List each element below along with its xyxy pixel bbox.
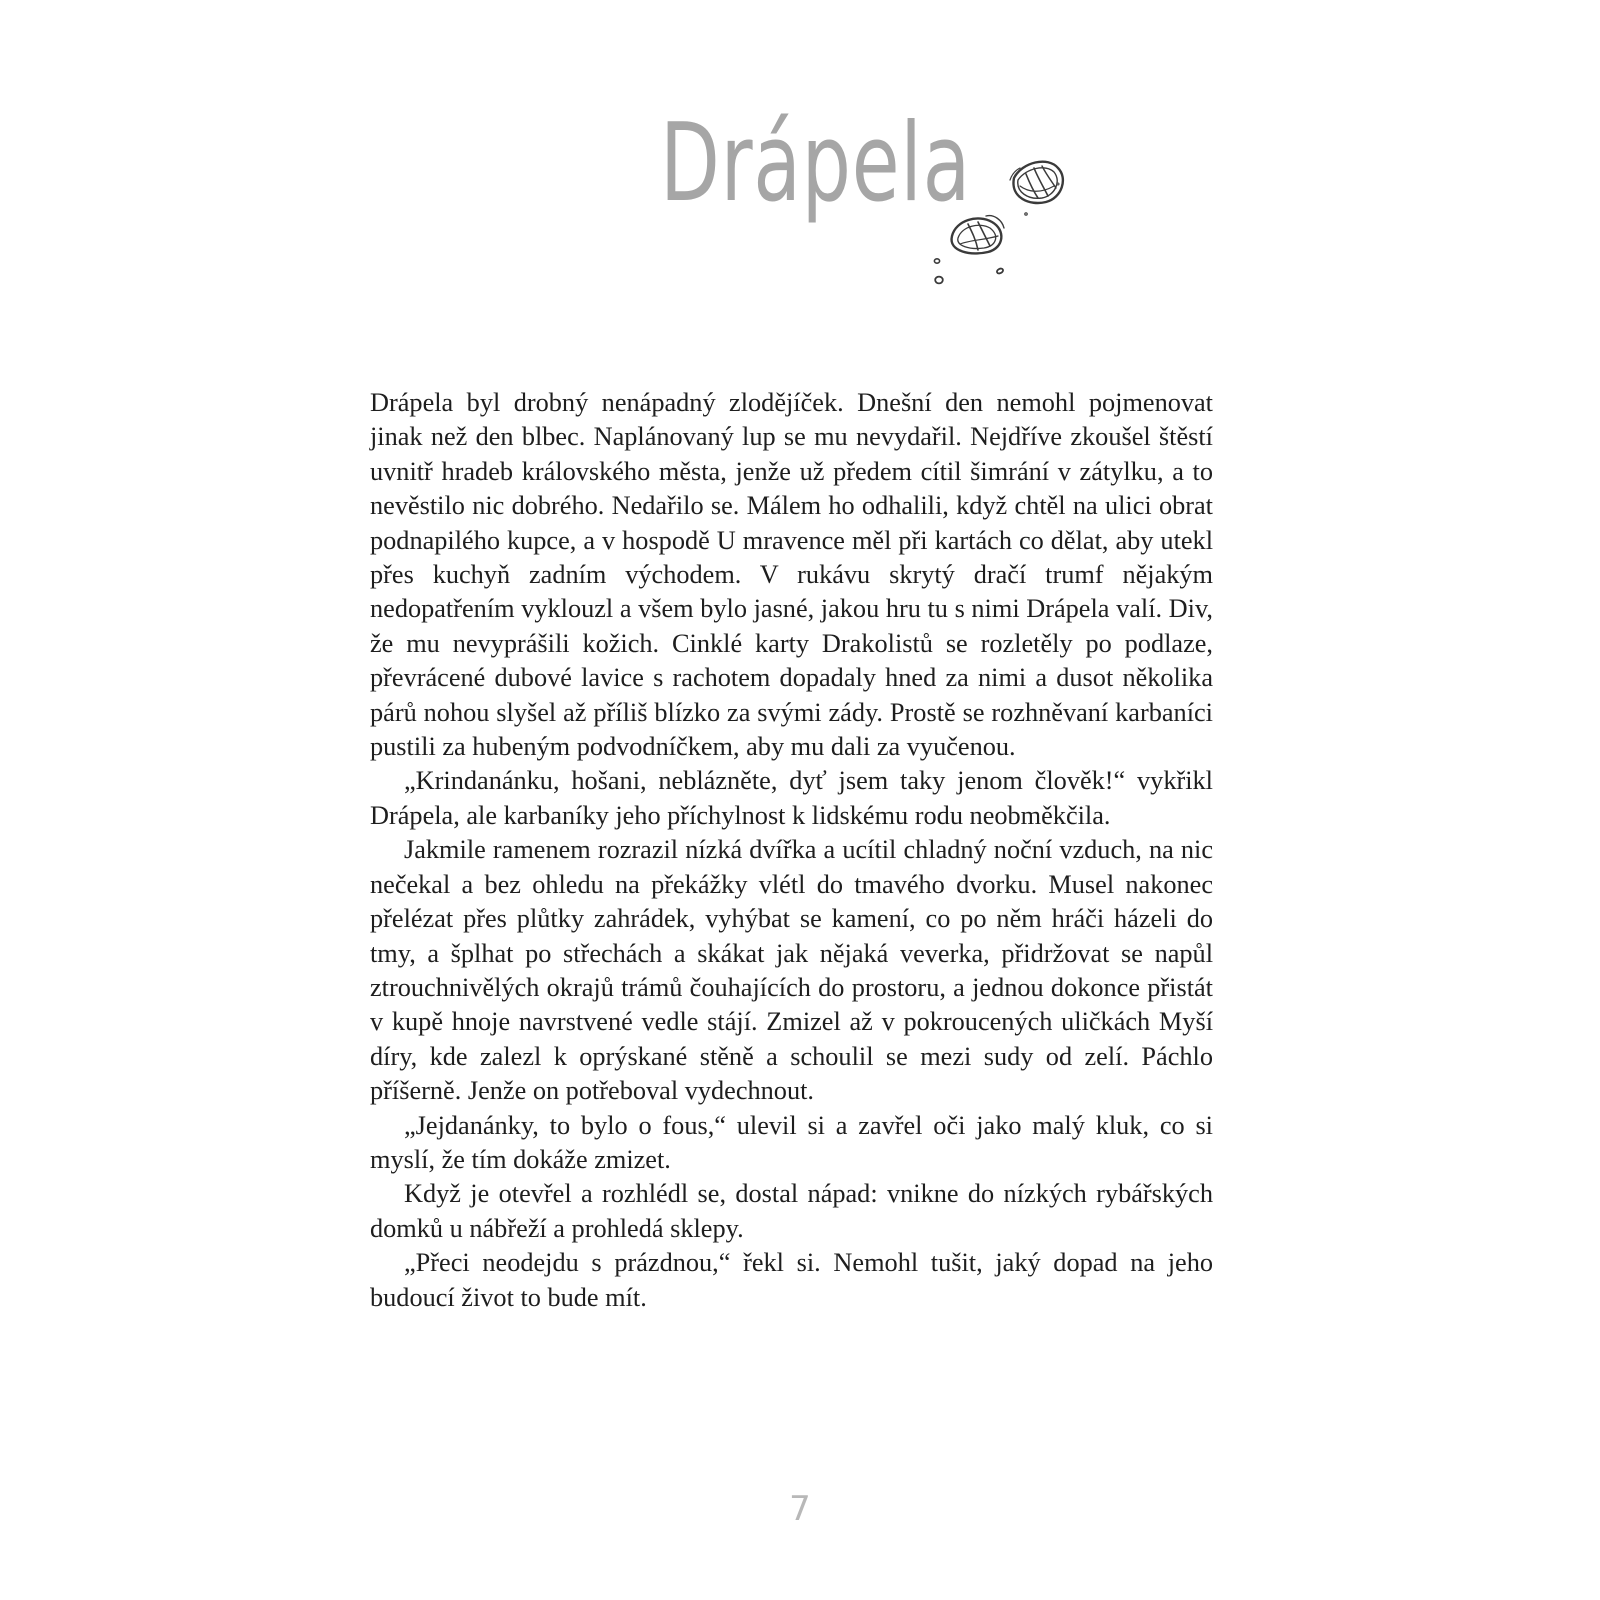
paragraph: „Jejdanánky, to bylo o fous,“ ulevil si a zavřel oči jako malý kluk, co si myslí, že tím dokáže zmizet. <box>370 1110 1213 1174</box>
paragraph: „Přeci neodejdu s prázdnou,“ řekl si. Nemohl tušit, jaký dopad na jeho budoucí život to bude mít. <box>370 1248 1213 1312</box>
chapter-body-text <box>370 386 1213 1315</box>
paragraph: Jakmile ramenem rozrazil nízká dvířka a ucítil chladný noční vzduch, na nic nečekal a bez ohledu na překážky vlétl do tmavého dvorku. Musel nakonec přelézat přes plůtky zahrádek, vyhýbat se kamení, co po něm hráči házeli do tmy, a šplhat po střechách a skákat jak nějaká veverka, přidržovat se napůl ztrouchnivělých okrajů trámů čouhajících do prostoru, a jednou dokonce přistát v kupě hnoje navrstvené vedle stájí. Zmizel až v pokroucených uličkách Myší díry, kde zalezl k oprýskané stěně a schoulil se mezi sudy od zelí. Páchlo příšerně. Jenže on potřeboval vydechnout. <box>370 835 1213 1106</box>
paragraph: Drápela byl drobný nenápadný zlodějíček. Dnešní den nemohl pojmenovat jinak než den blbec. Naplánovaný lup se mu nevydařil. Nejdříve zkoušel štěstí uvnitř hradeb královského města, jenže už předem cítil šimrání v zátylku, a to nevěstilo nic dobrého. Nedařilo se. Málem ho odhalili, když chtěl na ulici obrat podnapilého kupce, a v hospodě U mravence měl při kartách co dělat, aby utekl přes kuchyň zadním východem. V rukávu skrytý dračí trumf nějakým nedopatřením vyklouzl a všem bylo jasné, jakou hru tu s nimi Drápela valí. Div, že mu nevyprášili kožich. Cinklé karty Drakolistů se rozletěly po podlaze, převrácené dubové lavice s rachotem dopadaly hned za nimi a dusot několika párů nohou slyšel až příliš blízko za svými zády. Prostě se rozhněvaní karbaníci pustili za hubeným podvodníčkem, aby mu dali za vyučenou. <box>370 388 1213 762</box>
paragraph: Když je otevřel a rozhlédl se, dostal nápad: vnikne do nízkých rybářských domků u nábřeží a prohledá sklepy. <box>370 1179 1213 1243</box>
page-number: 7 <box>789 1489 811 1529</box>
chapter-title: Drápela <box>660 101 971 226</box>
stones-sketch-illustration <box>930 140 1130 350</box>
paragraph: „Krindanánku, hošani, neblázněte, dyť jsem taky jenom člověk!“ vykřikl Drápela, ale karbaníky jeho příchylnost k lidskému rodu neobměkčila. <box>370 766 1213 830</box>
